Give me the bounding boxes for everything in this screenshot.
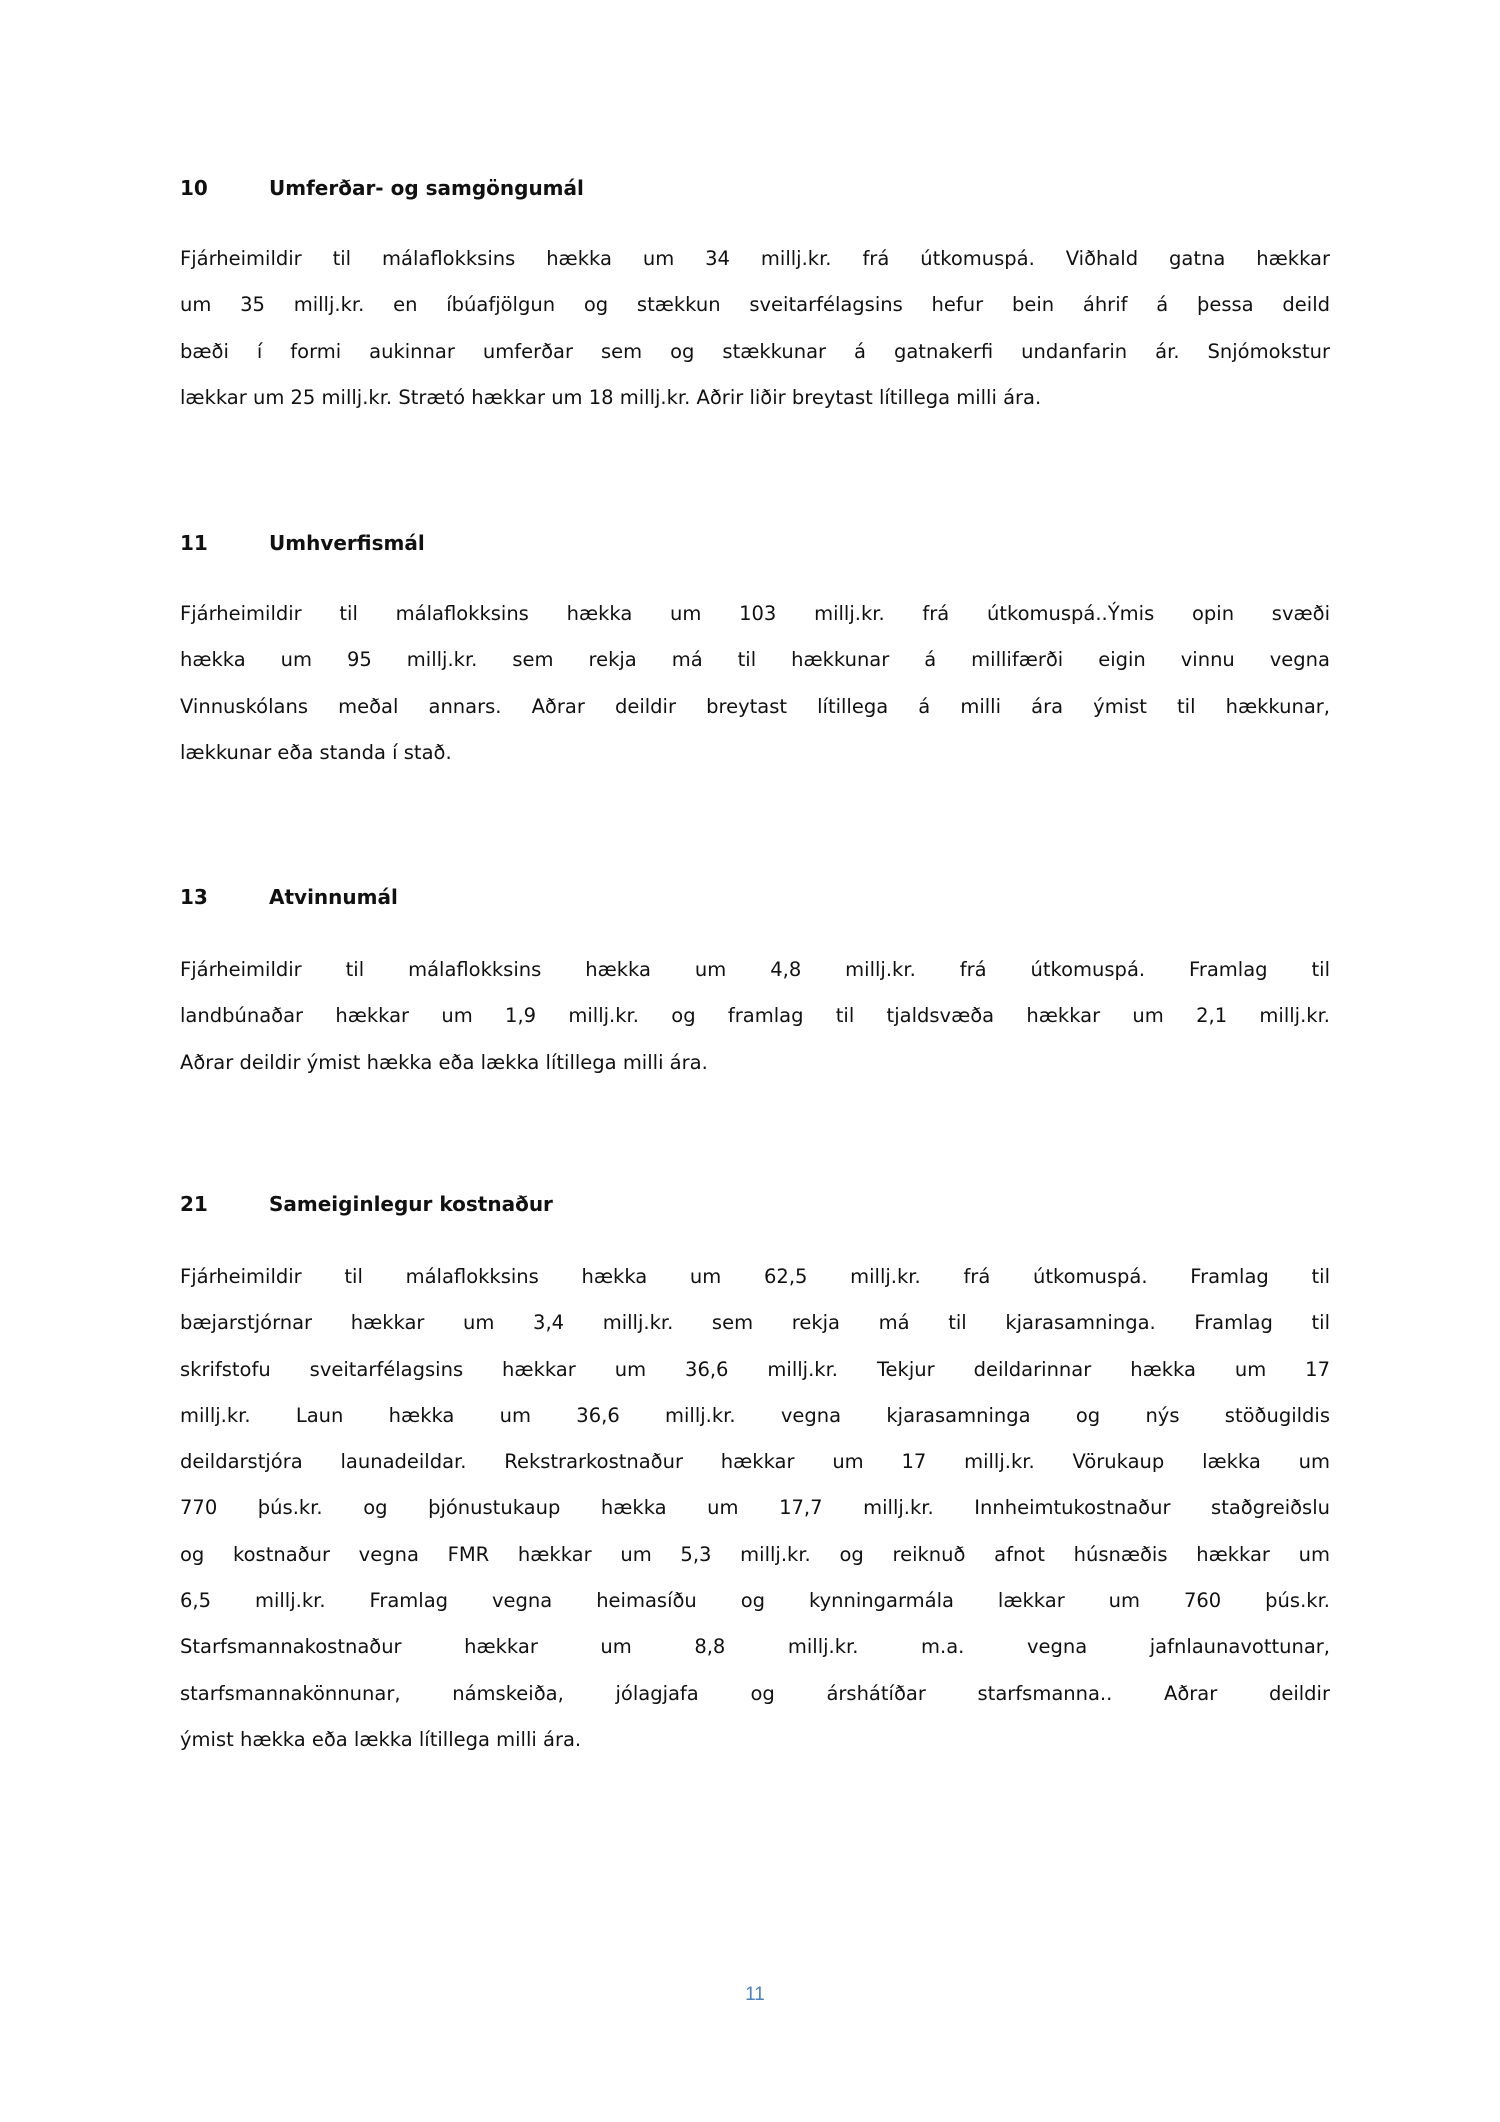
section-title: Umhverfismál xyxy=(269,531,425,555)
paragraph-line: hækka um 95 millj.kr. sem rekja má til hækkunar á millifærði eigin vinnu vegna xyxy=(180,648,1330,672)
paragraph-line: deildarstjóra launadeildar. Rekstrarkostnaður hækkar um 17 millj.kr. Vörukaup lækka um xyxy=(180,1450,1330,1474)
paragraph-line: lækkar um 25 millj.kr. Strætó hækkar um 18 millj.kr. Aðrir liðir breytast lítillega milli ára. xyxy=(180,385,1042,409)
section-title: Sameiginlegur kostnaður xyxy=(269,1192,553,1216)
paragraph-line: Fjárheimildir til málaflokksins hækka um 4,8 millj.kr. frá útkomuspá. Framlag til xyxy=(180,958,1330,981)
section-paragraph xyxy=(180,236,1330,421)
paragraph-line: ýmist hækka eða lækka lítillega milli ára. xyxy=(180,1727,582,1751)
paragraph-line: lækkunar eða standa í stað. xyxy=(180,740,452,764)
section-title: Umferðar- og samgöngumál xyxy=(269,176,584,200)
paragraph-line: starfsmannakönnunar, námskeiða, jólagjafa og árshátíðar starfsmanna.. Aðrar deildir xyxy=(180,1681,1330,1705)
paragraph-line: bæði í formi aukinnar umferðar sem og stækkunar á gatnakerfi undanfarin ár. Snjómokstur xyxy=(180,339,1330,363)
section-paragraph xyxy=(180,1254,1330,1763)
section-number: 10 xyxy=(180,176,208,200)
section-number: 11 xyxy=(180,531,208,555)
paragraph-line: bæjarstjórnar hækkar um 3,4 millj.kr. sem rekja má til kjarasamninga. Framlag til xyxy=(180,1311,1330,1335)
paragraph-line: Starfsmannakostnaður hækkar um 8,8 millj.kr. m.a. vegna jafnlaunavottunar, xyxy=(180,1635,1330,1659)
paragraph-line: Fjárheimildir til málaflokksins hækka um 62,5 millj.kr. frá útkomuspá. Framlag til xyxy=(180,1265,1330,1288)
paragraph-line: skrifstofu sveitarfélagsins hækkar um 36,6 millj.kr. Tekjur deildarinnar hækka um 17 xyxy=(180,1357,1330,1381)
section-paragraph xyxy=(180,591,1330,776)
paragraph-line: um 35 millj.kr. en íbúafjölgun og stækkun sveitarfélagsins hefur bein áhrif á þessa deild xyxy=(180,293,1330,317)
paragraph-line: Fjárheimildir til málaflokksins hækka um 34 millj.kr. frá útkomuspá. Viðhald gatna hækkar xyxy=(180,247,1330,270)
paragraph-line: millj.kr. Laun hækka um 36,6 millj.kr. vegna kjarasamninga og nýs stöðugildis xyxy=(180,1403,1330,1427)
section-number: 13 xyxy=(180,885,208,909)
section-heading xyxy=(180,520,425,566)
section-paragraph xyxy=(180,947,1330,1086)
section-heading xyxy=(180,1181,553,1227)
section-number: 21 xyxy=(180,1192,208,1216)
paragraph-line: og kostnaður vegna FMR hækkar um 5,3 millj.kr. og reiknuð afnot húsnæðis hækkar um xyxy=(180,1542,1330,1566)
section-heading xyxy=(180,165,584,211)
paragraph-line: 6,5 millj.kr. Framlag vegna heimasíðu og kynningarmála lækkar um 760 þús.kr. xyxy=(180,1589,1330,1613)
section-title: Atvinnumál xyxy=(269,885,398,909)
paragraph-line: Fjárheimildir til málaflokksins hækka um 103 millj.kr. frá útkomuspá..Ýmis opin svæði xyxy=(180,602,1330,625)
section-heading xyxy=(180,874,398,920)
paragraph-line: Aðrar deildir ýmist hækka eða lækka lítillega milli ára. xyxy=(180,1050,708,1074)
paragraph-line: 770 þús.kr. og þjónustukaup hækka um 17,7 millj.kr. Innheimtukostnaður staðgreiðslu xyxy=(180,1496,1330,1520)
paragraph-line: Vinnuskólans meðal annars. Aðrar deildir breytast lítillega á milli ára ýmist til hækkunar, xyxy=(180,694,1330,718)
page-number: 11 xyxy=(745,1984,765,2005)
paragraph-line: landbúnaðar hækkar um 1,9 millj.kr. og framlag til tjaldsvæða hækkar um 2,1 millj.kr. xyxy=(180,1004,1330,1028)
